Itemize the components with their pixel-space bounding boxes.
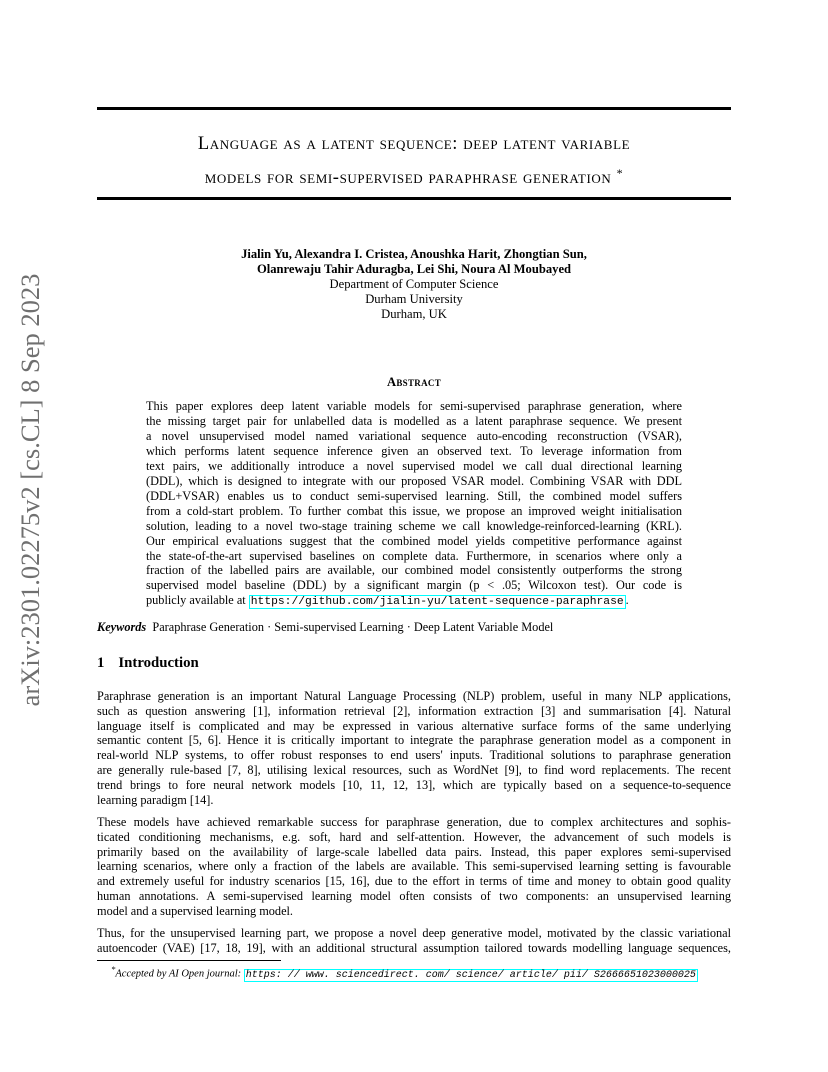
- footnote-url-link[interactable]: https: // www. sciencedirect. com/ science/ article/ pii/ S2666651023000025: [245, 969, 696, 981]
- affiliation-univ: Durham University: [365, 292, 463, 306]
- para-line: Thus, for the unsupervised learning part, we propose a novel deep generative model, motivated by the classic variational: [97, 926, 731, 940]
- para-line: real-world NLP systems, to offer robust responses to end users' inputs. Traditional solutions to paraphrase generation: [97, 748, 731, 763]
- abstract-line: fraction of the labelled pairs are available, our combined model consistently outperforms the strong: [146, 563, 682, 578]
- intro-paragraph-2: [97, 815, 731, 919]
- para-line: autoencoder (VAE) [17, 18, 19], with an additional structural assumption tailored towards modelling language sequences,: [97, 940, 731, 955]
- abstract-line: (DDL+VSAR) enables us to conduct semi-supervised learning. Still, the combined model suffers: [146, 488, 682, 503]
- abstract-line-last: publicly available at https://github.com/jialin-yu/latent-sequence-paraphrase .: [146, 593, 629, 609]
- section-number: 1: [97, 655, 105, 671]
- author-names-1: Jialin Yu, Alexandra I. Cristea, Anoushka Harit, Zhongtian Sun,: [241, 247, 587, 261]
- abstract-line-text: publicly available at: [146, 593, 246, 608]
- abstract-line: (DDL), which is designed to integrate with our proposed VSAR model. Combining VSAR with DDL: [146, 473, 682, 488]
- para-line: ticated conditioning mechanisms, e.g. soft, hard and self-attention. However, the advancement of such models is: [97, 829, 731, 844]
- abstract-line: a novel unsupervised model named variational sequence auto-encoding reconstruction (VSAR),: [146, 428, 682, 443]
- abstract-line: text pairs, we additionally introduce a novel supervised model we call dual directional learning: [146, 458, 682, 473]
- keywords-label: Keywords: [97, 620, 147, 634]
- intro-paragraph-3: [97, 926, 731, 956]
- para-line: These models have achieved remarkable success for paraphrase generation, due to complex architectures and sophis-: [97, 815, 731, 829]
- para-line: Paraphrase generation is an important Natural Language Processing (NLP) problem, useful in many NLP applications,: [97, 689, 731, 703]
- abstract-line: Our empirical evaluations suggest that the combined model yields competitive performance against: [146, 533, 682, 548]
- para-line: are generally rule-based [7, 8], utilising lexical resources, such as WordNet [9], to find word replacements. The recent: [97, 762, 731, 777]
- para-line: learning paradigm [14].: [97, 792, 214, 807]
- abstract-line: the state-of-the-art supervised baselines on complete data. Furthermore, in scenarios where only a: [146, 548, 682, 563]
- footnote: [111, 964, 698, 981]
- intro-paragraph-1: [97, 689, 731, 807]
- author-block: [97, 247, 731, 322]
- title-rule-bottom: [97, 197, 731, 200]
- footnote-rule: [97, 960, 281, 961]
- keywords-text: Paraphrase Generation · Semi-supervised Learning · Deep Latent Variable Model: [152, 620, 554, 634]
- section-heading: [97, 655, 199, 672]
- abstract-line: supervised model baseline (DDL) by a significant margin (p < .05; Wilcoxon test). Our code is: [146, 578, 682, 593]
- abstract-body: [146, 399, 682, 610]
- code-url-link[interactable]: https://github.com/jialin-yu/latent-sequence-paraphrase: [250, 596, 624, 609]
- title-line-2: models for semi-supervised paraphrase generation: [204, 168, 612, 188]
- para-line: semantic content [5, 6]. Hence it is critically important to integrate the paraphrase generation model as a component in: [97, 733, 731, 748]
- abstract-line: This paper explores deep latent variable models for semi-supervised paraphrase generation, where: [146, 399, 682, 413]
- arxiv-stamp: arXiv:2301.02275v2 [cs.CL] 8 Sep 2023: [15, 273, 45, 707]
- title-rule-top: [97, 107, 731, 110]
- para-line: model and a supervised learning model.: [97, 903, 294, 918]
- abstract-line: the missing target pair for unlabelled data is modelled as a latent paraphrase sequence. We present: [146, 413, 682, 428]
- abstract-line: from a cold-start problem. To further combat this issue, we propose an improved weight initialisation: [146, 503, 682, 518]
- keywords: [97, 620, 731, 635]
- para-line: primarily based on the availability of large-scale labelled data pairs. Instead, this paper explores semi-supervised: [97, 844, 731, 859]
- affiliation-dept: Department of Computer Science: [329, 277, 499, 291]
- para-line: learning scenarios, where only a fraction of the labels are available. This semi-supervised learning setting is favourable: [97, 859, 731, 874]
- para-line: human annotations. A semi-supervised learning model often consists of two components: an unsupervised learning: [97, 888, 731, 903]
- title-footnote-marker[interactable]: *: [616, 166, 624, 180]
- affiliation-location: Durham, UK: [381, 307, 447, 321]
- para-line: such as question answering [1], information retrieval [2], information extraction [3] and summarisation [4]. Natural: [97, 703, 731, 718]
- footnote-text: Accepted by AI Open journal:: [115, 968, 242, 980]
- section-title: Introduction: [118, 655, 199, 671]
- title-line-1: Language as a latent sequence: deep latent variable: [197, 134, 631, 154]
- para-line: trend brings to fore neural network models [10, 11, 12, 13], which are typically based on a sequence-to-sequence: [97, 777, 731, 792]
- abstract-heading: Abstract: [386, 375, 441, 389]
- para-line: language itself is complicated and may be expressed in various alternative surface forms of the same underlying: [97, 718, 731, 733]
- paper-title: [97, 130, 731, 193]
- para-line: and extremely useful for industry scenarios [15, 16], due to the effort in terms of time and money to obtain good quality: [97, 874, 731, 889]
- abstract-line: which performs latent sequence inference given an observed text. To leverage information from: [146, 443, 682, 458]
- footnote-marker: *: [111, 964, 116, 974]
- abstract-line: solution, leading to a novel two-stage training scheme we call knowledge-reinforced-learning (KRL).: [146, 518, 682, 533]
- author-names-2: Olanrewaju Tahir Aduragba, Lei Shi, Noura Al Moubayed: [256, 262, 572, 276]
